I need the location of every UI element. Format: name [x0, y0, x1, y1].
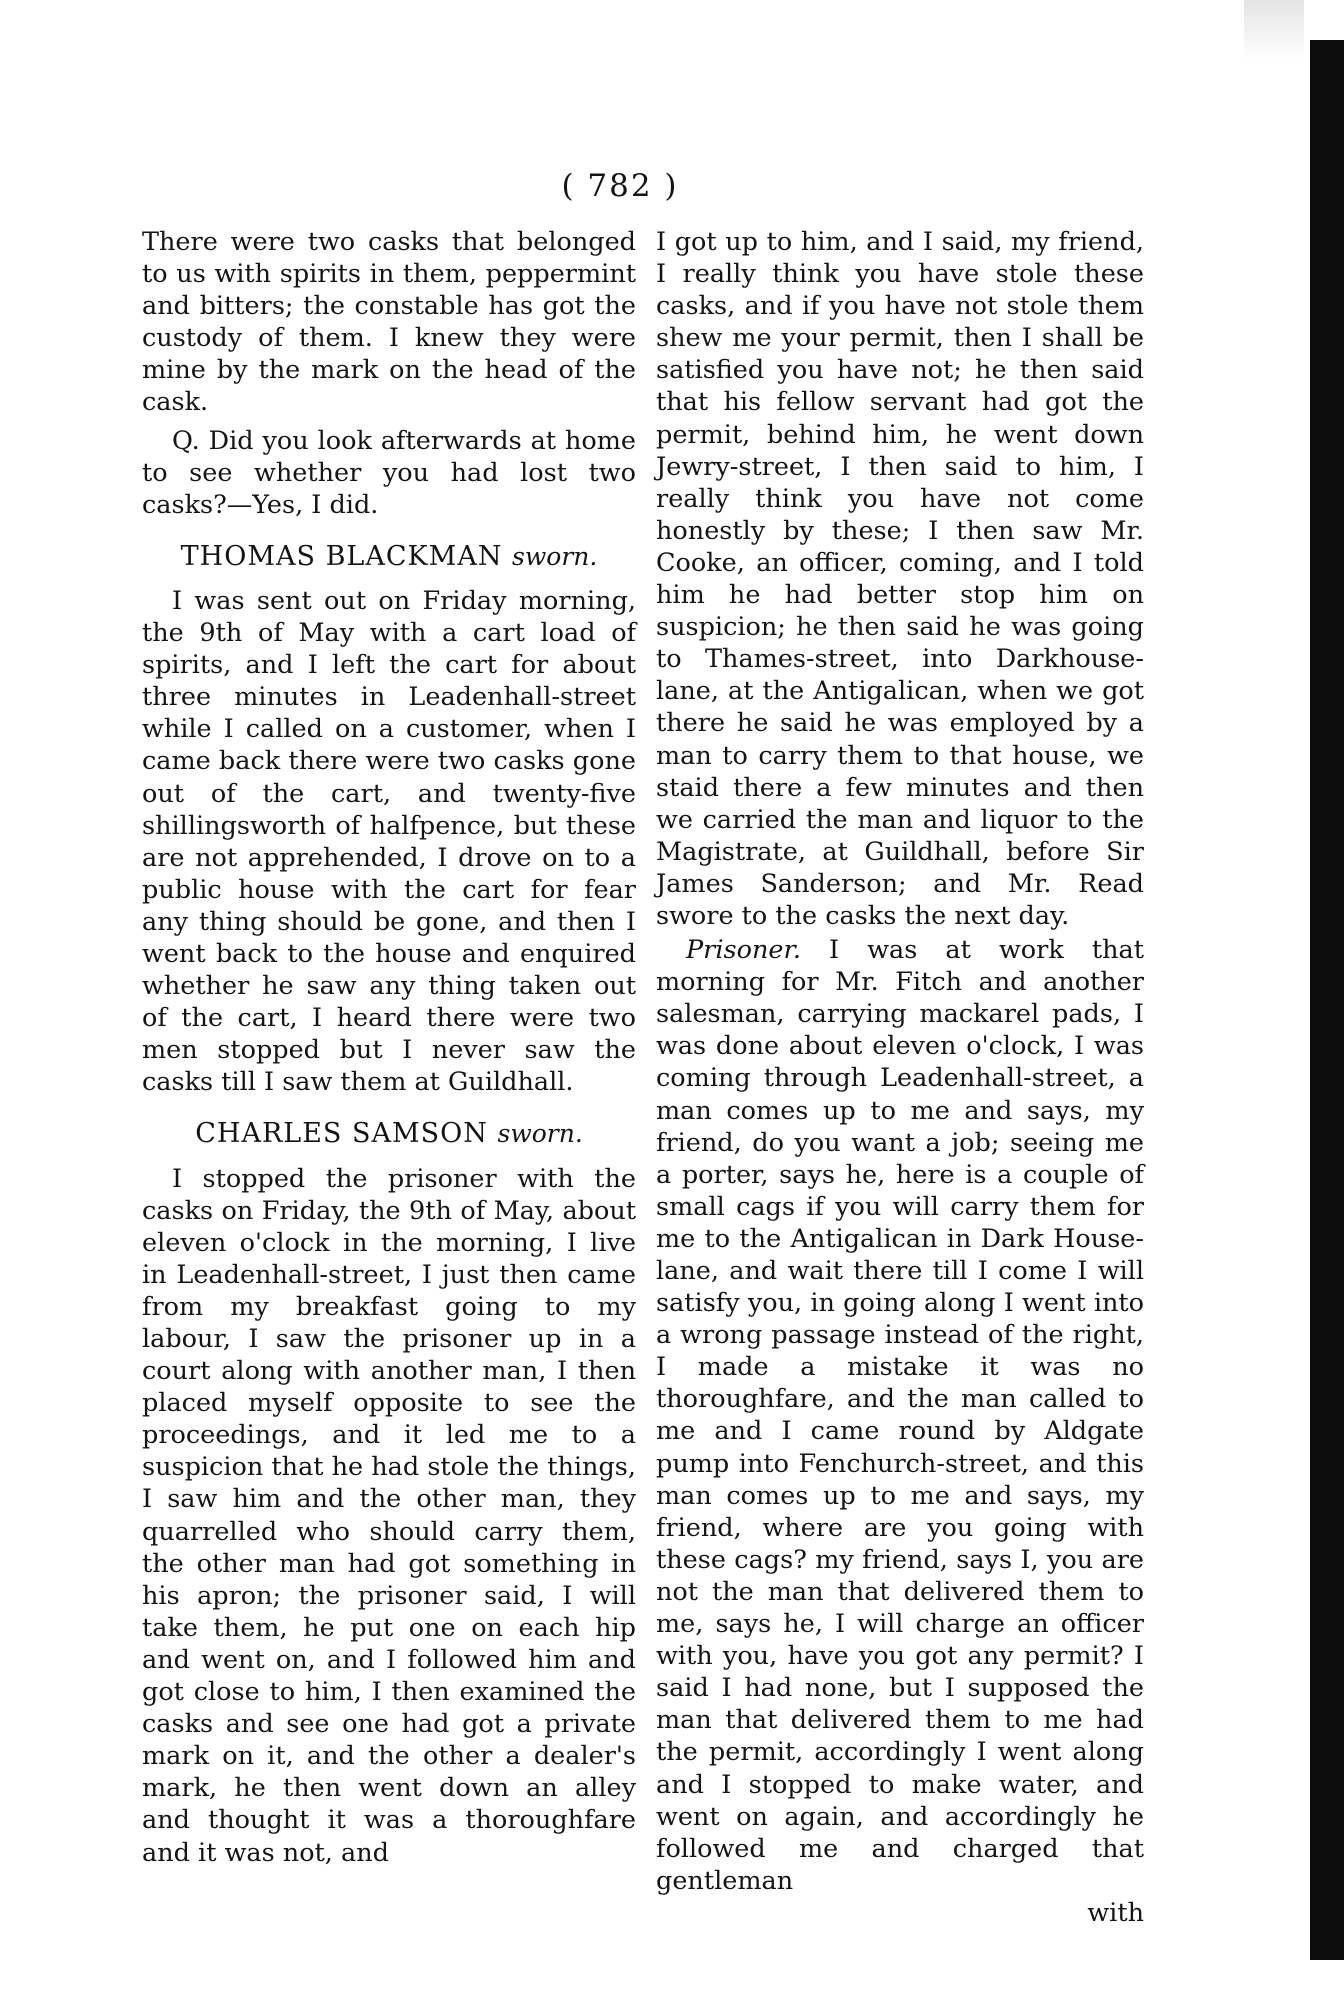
speaker-label: Prisoner.	[686, 935, 801, 966]
scan-edge-strip	[1310, 40, 1344, 1960]
paragraph: There were two casks that belonged to us with spirits in them, peppermint and bitters; the constable has got the custody of them. I knew they were mine by the mark on the head of the cask.	[142, 227, 636, 418]
testimony-paragraph: I stopped the prisoner with the casks on Friday, the 9th of May, about eleven o'clock in the morning, I live in Leadenhall-street, I just then came from my breakfast going to my labour, I saw the prisoner up in a court along with another man, I then placed myself opposite to see the proceedings, and it led me to a suspicion that he had stole the things, I saw him and the other man, they quarrelled who should carry them, the other man had got something in his apron; the prisoner said, I will take them, he put one on each hip and went on, and I followed him and got close to him, I then examined the casks and see one had got a private mark on it, and the other a dealer's mark, he then went down an alley and thought it was a thoroughfare and it was not, and	[142, 1163, 636, 1868]
witness-name: THOMAS BLACKMAN	[180, 540, 503, 572]
prisoner-defence-paragraph	[656, 934, 1144, 1897]
scan-edge-shadow	[1244, 0, 1304, 60]
catchword: with	[1087, 1897, 1144, 1928]
left-column	[142, 226, 636, 1869]
question-paragraph: Q. Did you look afterwards at home to see whether you had lost two casks?—Yes, I did.	[142, 425, 636, 520]
defence-text: I was at work that morning for Mr. Fitch and another salesman, carrying mackarel pads, I was done about eleven o'clock, I was coming through Leadenhall-street, a man comes up to me and says, my friend, do you want a job; seeing me a porter, says he, here is a couple of small cags if you will carry them for me to the Antigalican in Dark House-lane, and wait there till I come I will satisfy you, in going along I went into a wrong passage instead of the right, I made a mistake it was no thoroughfare, and the man called to me and I came round by Aldgate pump into Fenchurch-street, and this man comes up to me and says, my friend, where are you going with these cags? my friend, says I, you are not the man that delivered them to me, says he, I will charge an officer with you, have you got any permit? I said I had none, but I supposed the man that delivered them to me had the permit, accordingly I went along and I stopped to make water, and went on again, and accordingly he followed me and charged that gentleman	[656, 935, 1144, 1896]
witness-oath: sworn.	[512, 541, 598, 571]
witness-name: CHARLES SAMSON	[195, 1118, 488, 1150]
testimony-paragraph: I was sent out on Friday morning, the 9th of May with a cart load of spirits, and I left the cart for about three minutes in Leadenhall-street while I called on a customer, when I came back there were two casks gone out of the cart, and twenty-five shillingsworth of halfpence, but these are not apprehended, I drove on to a public house with the cart for fear any thing should be gone, and then I went back to the house and enquired whether he saw any thing taken out of the cart, I heard there were two men stopped but I never saw the casks till I saw them at Guildhall.	[142, 585, 636, 1098]
page-number: ( 782 )	[561, 168, 679, 204]
witness-heading	[142, 1118, 636, 1150]
testimony-paragraph: I got up to him, and I said, my friend, I really think you have stole these casks, and if you have not stole them shew me your permit, then I shall be satisfied you have not; he then said that his fellow servant had got the permit, behind him, he went down Jewry-street, I then said to him, I really think you have not come honestly by these; I then saw Mr. Cooke, an officer, coming, and I told him he had better stop him on suspicion; he then said he was going to Thames-street, into Darkhouse-lane, at the Antigalican, when we got there he said he was employed by a man to carry them to that house, we staid there a few minutes and then we carried the man and liquor to the Magistrate, at Guildhall, before Sir James Sanderson; and Mr. Read swore to the casks the next day.	[656, 227, 1144, 931]
witness-heading	[142, 541, 636, 573]
right-column	[656, 226, 1144, 1929]
witness-oath: sworn.	[497, 1119, 583, 1149]
